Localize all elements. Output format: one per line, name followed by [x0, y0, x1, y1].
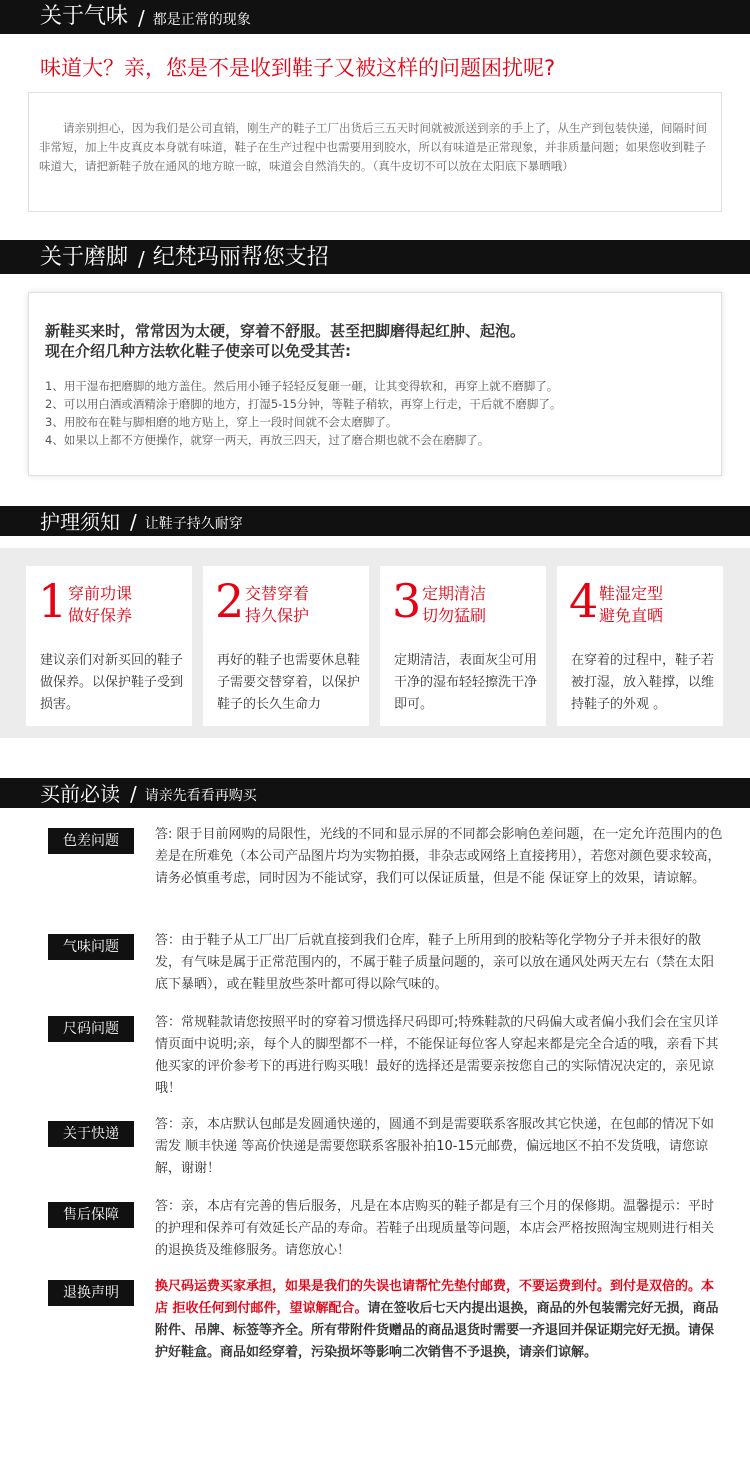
care-card-3 [380, 566, 546, 726]
care-card-1 [26, 566, 192, 726]
section-subtitle: 请亲先看看再购买 [144, 788, 257, 804]
card-title-2: 持久保护 [245, 606, 310, 625]
card-title-1: 穿前功课 [68, 584, 133, 603]
card-title-1: 定期清洁 [422, 584, 487, 603]
card-title-1: 鞋湿定型 [599, 584, 664, 603]
section-title: 关于气味 [40, 4, 129, 29]
rub-intro-1: 新鞋买来时，常常因为太硬，穿着不舒服。甚至把脚磨得起红肿、起泡。 [45, 322, 526, 340]
care-card-4 [557, 566, 723, 726]
section-title: 关于磨脚 [40, 245, 129, 270]
section-subtitle: 让鞋子持久耐穿 [144, 516, 243, 532]
faq-label-color: 色差问题 [48, 828, 134, 854]
list-item: 3、用胶布在鞋与脚相磨的地方贴上，穿上一段时间就不会太磨脚了。 [45, 415, 398, 429]
faq-label-express: 关于快递 [48, 1121, 134, 1147]
card-title-2: 切勿猛刷 [422, 606, 487, 625]
card-number: 4 [569, 574, 599, 628]
faq-label-size: 尺码问题 [48, 1016, 134, 1042]
divider-slash: / [138, 247, 145, 271]
faq-label-smell: 气味问题 [48, 934, 134, 960]
card-title-1: 交替穿着 [245, 584, 310, 603]
card-desc: 定期清洁，表面灰尘可用干净的湿布轻轻擦洗干净即可。 [394, 653, 538, 712]
section-subtitle: 纪梵玛丽帮您支招 [152, 245, 329, 270]
smell-text-box [28, 92, 722, 212]
smell-body: 请亲别担心，因为我们是公司直销，刚生产的鞋子工厂出货后三五天时间就被派送到亲的手上了，从生产到包装快递，间隔时间非常短，加上牛皮真皮本身就有味道，鞋子在生产过程中也需要用到胶水，所以有味道是正常现象，并非质量问题；如果您收到鞋子味道大，请把新鞋子放在通风的地方晾一晾，味道会自然消失的。（真牛皮切不可以放在太阳底下暴晒哦） [39, 121, 707, 173]
section-header-rub [0, 240, 750, 274]
section-header-notice [0, 778, 750, 808]
faq-label-return: 退换声明 [48, 1280, 134, 1306]
rub-tips-list [45, 377, 561, 449]
section-title: 护理须知 [40, 510, 120, 534]
card-number: 2 [215, 574, 245, 628]
faq-answer-return [155, 1276, 723, 1364]
divider-slash: / [138, 6, 145, 30]
list-item: 2、可以用白酒或酒精涂于磨脚的地方，打湿5-15分钟，等鞋子稍软，再穿上行走，干后就不磨脚了。 [45, 397, 562, 411]
return-warning-text: 换尺码运费买家承担，如果是我们的失误也请帮忙先垫付邮费，不要运费到付。到付是双倍的。本店 拒收任何到付邮件，望谅解配合。 [155, 1279, 715, 1316]
faq-label-aftersale: 售后保障 [48, 1202, 134, 1228]
faq-answer-smell: 答：由于鞋子从工厂出厂后就直接到我们仓库，鞋子上所用到的胶粘等化学物分子并未很好的散发，有气味是属于正常范围内的，不属于鞋子质量问题的，亲可以放在通风处两天左右（禁在太阳底下暴晒），或在鞋里放些茶叶都可得以除气味的。 [155, 933, 715, 992]
section-header-care [0, 506, 750, 536]
section-header-smell [0, 0, 750, 34]
divider-slash: / [130, 782, 137, 806]
rub-intro-2: 现在介绍几种方法软化鞋子使亲可以免受其苦: [45, 342, 352, 360]
card-title-2: 做好保养 [68, 606, 133, 625]
return-policy-text: 请在签收后七天内提出退换，商品的外包装需完好无损，商品附件、吊牌、标签等齐全。所有带附件货赠品的商品退货时需要一齐退回并保证期完好无损。请保护好鞋盒。商品如经穿着，污染损坏等影响二次销售不予退换，请亲们谅解。 [155, 1301, 719, 1360]
care-cards-area [0, 548, 750, 738]
section-title: 买前必读 [40, 782, 120, 806]
faq-answer-size: 答：常规鞋款请您按照平时的穿着习惯选择尺码即可;特殊鞋款的尺码偏大或者偏小我们会在宝贝详情页面中说明;亲，每个人的脚型都不一样，不能保证每位客人穿起来都是完全合适的哦，亲看下其他买家的评价参考下的再进行购买哦！最好的选择还是需要亲按您自己的实际情况决定的，亲见谅哦！ [155, 1015, 719, 1096]
card-title-2: 避免直晒 [599, 606, 664, 625]
card-desc: 再好的鞋子也需要休息鞋子需要交替穿着，以保护鞋子的长久生命力 [217, 653, 361, 712]
list-item: 4、如果以上都不方便操作，就穿一两天，再放三四天，过了磨合期也就不会在磨脚了。 [45, 433, 490, 447]
faq-answer-express: 答：亲，本店默认包邮是发圆通快递的，圆通不到是需要联系客服改其它快递，在包邮的情况下如需发 顺丰快递 等高价快递是需要您联系客服补拍10-15元邮费，偏远地区不拍不发货哦，请您谅解，谢谢！ [155, 1117, 715, 1176]
care-card-2 [203, 566, 369, 726]
card-number: 1 [38, 574, 68, 628]
card-number: 3 [392, 574, 422, 628]
card-desc: 在穿着的过程中，鞋子若被打湿，放入鞋撑，以维持鞋子的外观 。 [571, 653, 715, 712]
faq-answer-aftersale: 答：亲，本店有完善的售后服务，凡是在本店购买的鞋子都是有三个月的保修期。温馨提示：平时的护理和保养可有效延长产品的寿命。若鞋子出现质量等问题，本店会严格按照淘宝规则进行相关的退换货及维修服务。请您放心！ [155, 1199, 715, 1258]
faq-answer-color: 答: 限于目前网购的局限性，光线的不同和显示屏的不同都会影响色差问题，在一定允许范围内的色差是在所难免（本公司产品图片均为实物拍摄，非杂志或网络上直接拷用），若您对颜色要求较高，请务必慎重考虑，同时因为不能试穿，我们可以保证质量，但是不能 保证穿上的效果，请谅解。 [155, 827, 723, 886]
section-subtitle: 都是正常的现象 [152, 12, 251, 28]
divider-slash: / [130, 510, 137, 534]
list-item: 1、用干湿布把磨脚的地方盖住。然后用小锤子轻轻反复砸一砸，让其变得软和，再穿上就不磨脚了。 [45, 379, 559, 393]
rub-text-box [28, 292, 722, 476]
card-desc: 建议亲们对新买回的鞋子做保养。以保护鞋子受到损害。 [40, 653, 184, 712]
smell-question: 味道大？亲，您是不是收到鞋子又被这样的问题困扰呢? [40, 56, 556, 80]
